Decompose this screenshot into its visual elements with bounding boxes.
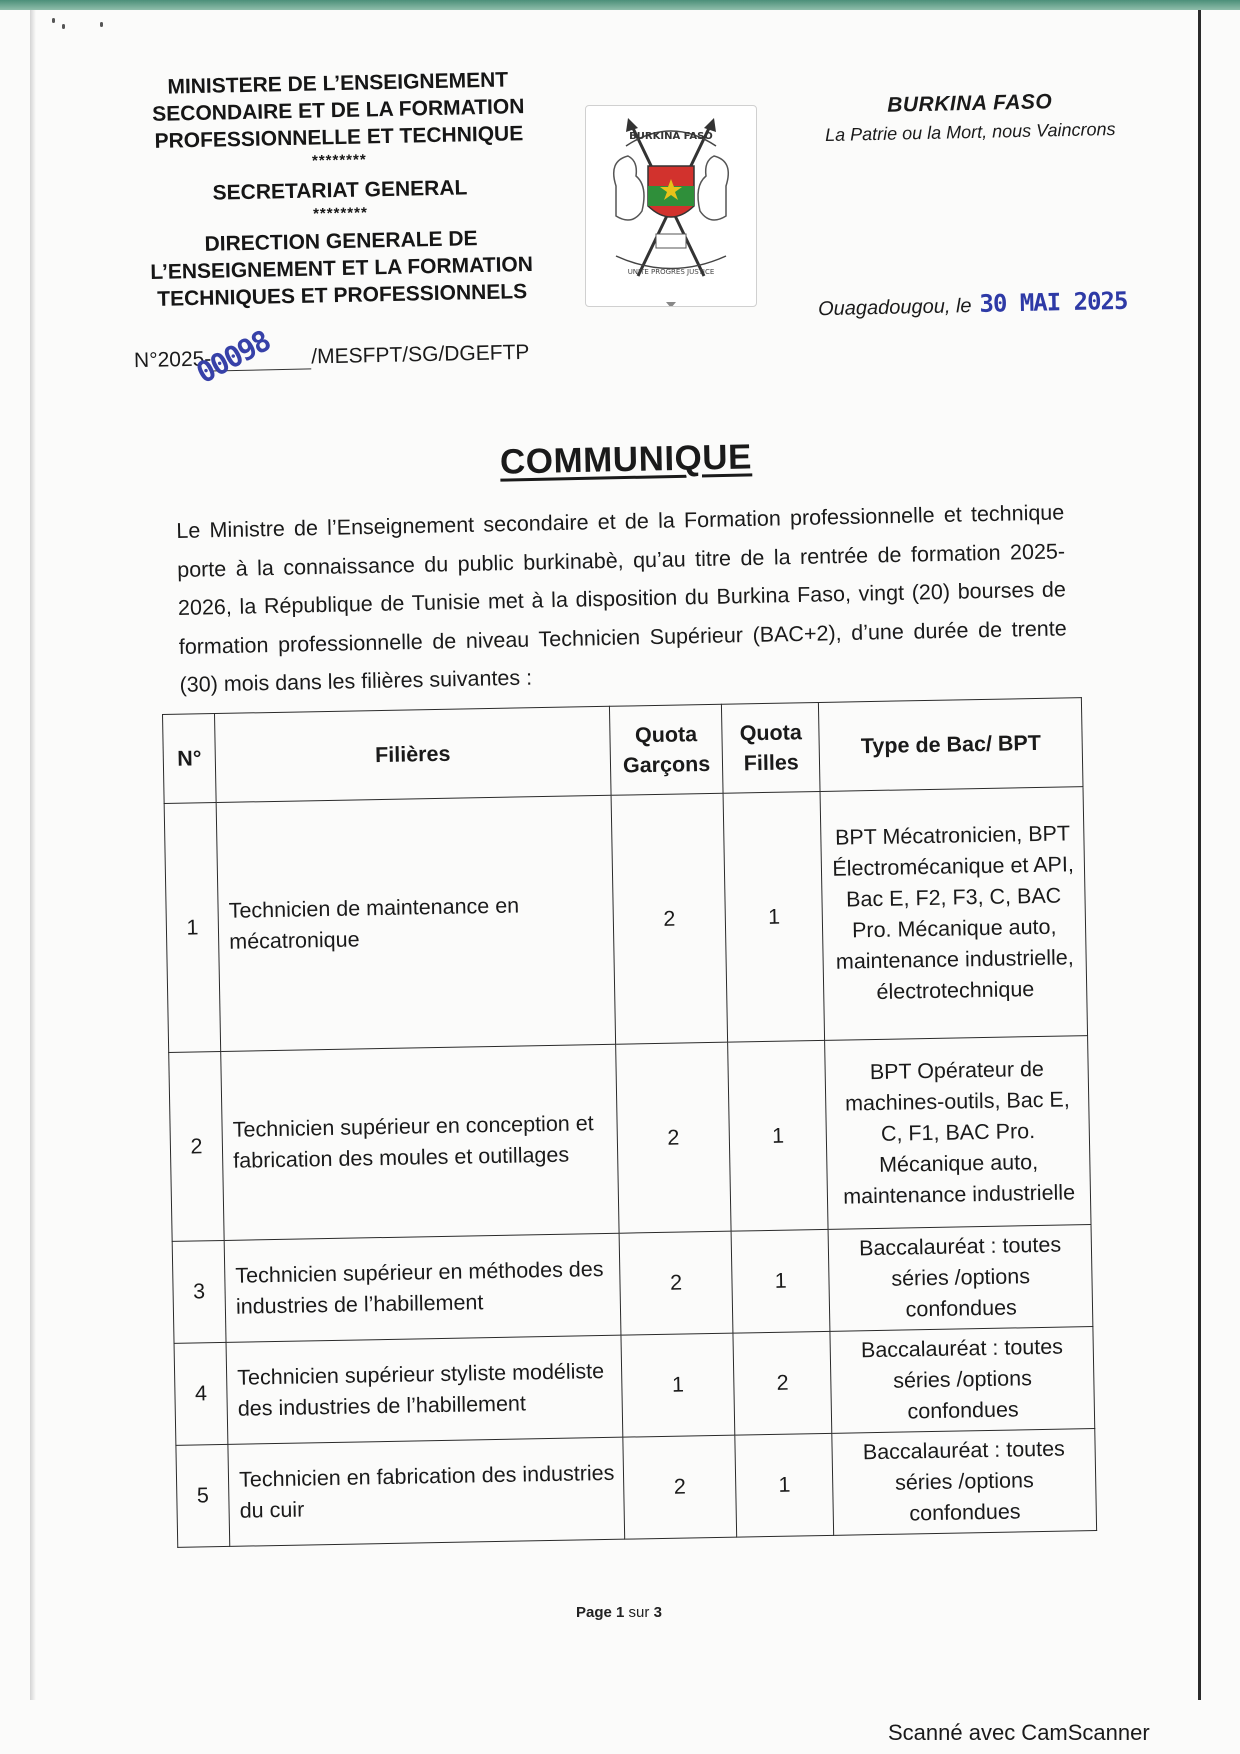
coat-of-arms-icon — [586, 106, 756, 306]
page-current: 1 — [616, 1604, 625, 1621]
page-number — [576, 1604, 662, 1621]
reference-stamp: 00098 — [190, 323, 275, 391]
row-filiere: Technicien de maintenance en mécatronique — [216, 795, 615, 1051]
date-prefix: Ouagadougou, le — [817, 295, 972, 321]
row-type-bac: Baccalauréat : toutes séries /options confondues — [830, 1327, 1094, 1434]
row-quota-garcons: 2 — [611, 793, 728, 1044]
reference-number — [134, 341, 530, 373]
header-filieres: Filières — [215, 706, 611, 802]
row-quota-garcons: 2 — [619, 1231, 733, 1335]
national-motto: La Patrie ou la Mort, nous Vaincrons — [824, 118, 1116, 146]
reference-suffix: /MESFPT/SG/DGEFTP — [311, 340, 530, 369]
coat-of-arms-emblem — [585, 105, 757, 307]
ministry-line: SECONDAIRE ET DE LA FORMATION — [152, 95, 525, 126]
row-filiere: Technicien supérieur en conception et fabrication des moules et outillages — [221, 1044, 619, 1240]
header-num: N° — [163, 714, 217, 804]
page-total: 3 — [653, 1604, 662, 1621]
row-quota-filles: 1 — [723, 791, 825, 1042]
scanner-watermark: Scanné avec CamScanner — [888, 1720, 1150, 1745]
emblem-banner: UNITE PROGRES JUSTICE — [627, 268, 715, 276]
row-num: 3 — [172, 1240, 226, 1343]
communique-body: Le Ministre de l’Enseignement secondaire et de la Formation professionnelle et technique porte à la connaissance du public burkinabè, qu’au titre de la rentrée de formation 2025-2026, la République de Tunisie met à la disposition du Burkina Faso, vingt (20) bourses de formation professionnelle de niveau Technicien Supérieur (BAC+2), d’une durée de trente (30) mois dans les filières suivantes : — [176, 500, 1067, 697]
direction-line: L’ENSEIGNEMENT ET LA FORMATION — [150, 252, 534, 284]
table-row — [176, 1429, 1097, 1548]
reference-prefix: N°2025- — [133, 347, 212, 373]
table-row — [169, 1036, 1091, 1242]
row-filiere: Technicien supérieur styliste modéliste des industries de l’habillement — [226, 1335, 623, 1444]
header-quota-garcons: Quota Garçons — [609, 704, 723, 795]
separator-stars: ******** — [311, 151, 367, 170]
row-num: 5 — [176, 1444, 230, 1547]
ministry-line: PROFESSIONNELLE ET TECHNIQUE — [154, 122, 524, 153]
header-type-bac: Type de Bac/ BPT — [819, 698, 1083, 792]
row-quota-filles: 1 — [731, 1229, 830, 1333]
row-filiere: Technicien supérieur en méthodes des industries de l’habillement — [224, 1233, 621, 1342]
table-row — [174, 1327, 1095, 1446]
date-stamp: 30 MAI 2025 — [979, 286, 1128, 318]
page-sep: sur — [628, 1604, 650, 1621]
training-table-wrapper — [162, 697, 1097, 1548]
row-type-bac: Baccalauréat : toutes séries /options confondues — [832, 1429, 1096, 1536]
row-quota-garcons: 1 — [621, 1333, 735, 1437]
emblem-label: BURKINA FASO — [629, 131, 713, 142]
row-type-bac: BPT Opérateur de machines-outils, Bac E, C, F1, BAC Pro. Mécanique auto, maintenance industrielle — [825, 1036, 1091, 1230]
secretariat-name: SECRETARIAT GENERAL — [212, 176, 468, 205]
direction-line: DIRECTION GENERALE DE — [204, 227, 478, 256]
row-num: 4 — [174, 1342, 228, 1445]
header-quota-filles: Quota Filles — [722, 702, 821, 793]
page-word: Page — [576, 1604, 612, 1621]
scan-left-shadow — [30, 10, 36, 1700]
row-filiere: Technicien en fabrication des industries du cuir — [228, 1437, 625, 1546]
table-row — [164, 787, 1087, 1053]
ministry-line: MINISTERE DE L’ENSEIGNEMENT — [167, 68, 509, 99]
training-table — [162, 697, 1097, 1548]
scan-top-edge — [0, 0, 1240, 10]
ministry-header — [118, 65, 563, 315]
table-header-row — [163, 698, 1083, 804]
country-name: BURKINA FASO — [886, 90, 1053, 117]
separator-stars: ******** — [312, 204, 368, 223]
ministry-name — [118, 65, 560, 155]
row-quota-garcons: 2 — [623, 1435, 737, 1539]
row-num: 2 — [169, 1051, 225, 1241]
direction-line: TECHNIQUES ET PROFESSIONNELS — [157, 280, 528, 311]
direction-name — [121, 223, 563, 313]
row-quota-garcons: 2 — [616, 1042, 732, 1233]
document-title: COMMUNIQUE — [499, 437, 753, 482]
row-quota-filles: 1 — [728, 1040, 829, 1231]
row-type-bac: BPT Mécatronicien, BPT Électromécanique et API, Bac E, F2, F3, C, BAC Pro. Mécanique auto, maintenance industrielle, électrotechnique — [820, 787, 1087, 1041]
row-quota-filles: 1 — [735, 1433, 834, 1537]
place-date — [818, 287, 1128, 321]
row-num: 1 — [164, 803, 221, 1053]
table-row — [172, 1225, 1093, 1344]
country-header — [800, 88, 1141, 146]
scan-right-edge — [1198, 10, 1201, 1700]
row-type-bac: Baccalauréat : toutes séries /options confondues — [828, 1225, 1092, 1332]
row-quota-filles: 2 — [733, 1331, 832, 1435]
